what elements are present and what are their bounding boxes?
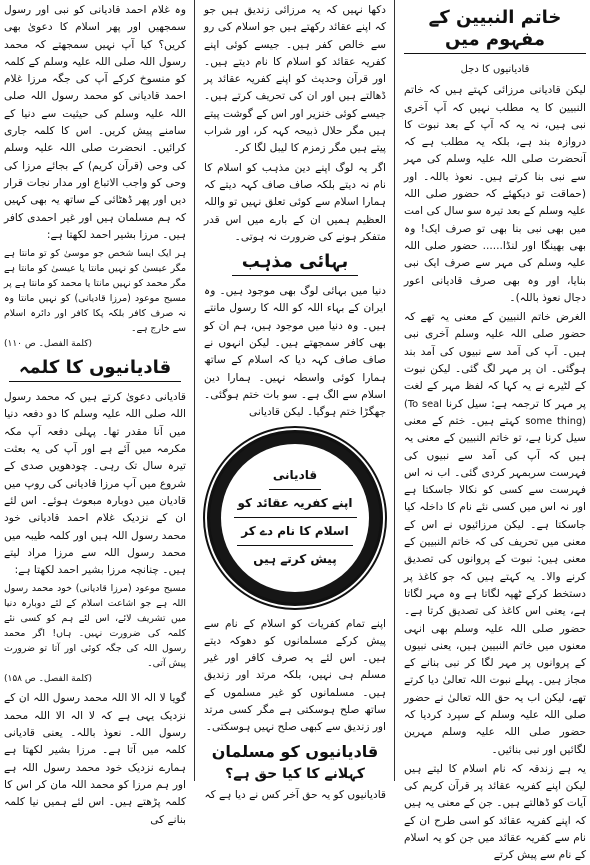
section-heading: قادیانیوں کا کلمہ [9,357,181,382]
section-heading-wrap [4,355,186,385]
section-heading-wrap [204,249,386,279]
section-subheading: قادیانیوں کا دجل [460,64,530,75]
circular-emblem [207,430,383,606]
paragraph: قادیانی دعویٰ کرتے ہیں کہ محمد رسول اللہ صلی اللہ علیہ وسلم کا دو دفعہ دنیا میں آنا مقدر تھا۔ پہلی دفعہ آپ مکہ مکرمہ میں آئے ہے اور آپ کی یہ بعثت تیرہ سال تک رہی۔ چودھویں صدی کے شروع میں آپ مرزا قادیانی کی روپ میں قادیان میں دوبارہ مبعوث ہوئے۔ اس لئے ان کے نزدیک غلام احمد قادیانی خود محمد رسول اللہ ہیں اور کلمہ طیبہ میں محمد رسول اللہ سے مرزا مراد لیتے ہیں۔ چنانچہ مرزا بشیر احمد لکھتا ہے: [4,391,186,577]
paragraph: قادیانیوں کو یہ حق آخر کس نے دیا ہے کہ [204,788,386,801]
paragraph [404,309,586,759]
column-middle [198,0,392,801]
section-heading: خاتم النبیین کے مفہوم میں [404,7,586,54]
paragraph: وہ غلام احمد قادیانی کو نبی اور رسول سمجھیں اور پھر اسلام کا دعویٰ بھی کریں؟ کیا آپ نہیں سمجھتے کہ محمد رسول اللہ صلی اللہ علیہ وسلم کے کلمہ کو منسوخ کرکے آپ کی جگہ مرزا غلام احمد قادیانی کو محمد رسول اللہ صلی اللہ علیہ وسلم کی حیثیت سے دنیا کے سامنے پیش کریں۔ اس کا کلمہ جاری کرائیں۔ انحضرت صلی اللہ علیہ وسلم کی وحی (قرآن کریم) کے بجائے مرزا کی وحی کو واجب الاتباع اور مدار نجات قرار دیں اور پھر ڈھٹائی کے ساتھ یہ بھی کہیں کہ ہم مسلمان ہیں اور غیر احمدی کافر ہیں۔ مرزا بشیر احمد لکھتا ہے: [4,4,186,241]
section-heading: بہائی مذہب [232,251,358,276]
citation: (کلمة الفصل۔ ص ۱۱۰) [4,339,92,350]
column-rule [394,0,395,781]
column-right [398,0,590,862]
paragraph: دنیا میں بہائی لوگ بھی موجود ہیں۔ وہ ایران کے بہاء اللہ کو اللہ کا رسول مانتے ہیں۔ وہ دنیا میں موجود ہیں، ہم ان کو بھی کافر سمجھتے ہیں۔ لیکن انہوں نے صاف صاف کہہ دیا کہ اسلام کے ساتھ ہمارا کوئی واسطہ نہیں۔ ہمارا دین اسلام سے الگ ہے۔ سو بات ختم ہوگئی۔ جھگڑا ختم ہوگیا۔ لیکن قادیانی [204,285,386,419]
emblem-line: پیش کرتے ہیں [253,552,337,567]
emblem-line: قادیانی [269,462,321,490]
emblem-line: اپنے کفریہ عقائد کو [234,490,357,518]
paragraph-text: الغرض خاتم النبیین کے معنی یہ تھے کہ حضور صلی اللہ علیہ وسلم آخری نبی ہیں۔ آپ کی آمد سے نبیوں کی آمد بند ہوگئی۔ ان پر مہر لگ گئی۔ لیکن نبوت کے لٹیرے نے یہ کہا کہ لفظ مہر کے لغت پر مہر کا ترجمہ ہے: سیل کرنا [404,311,587,410]
emblem-text [221,444,369,592]
section-heading-wrap [404,5,586,57]
column-rule [194,0,195,781]
paragraph: لیکن قادیانی مرزائی کہتے ہیں کہ خاتم النبیین کا یہ مطلب نہیں کہ آپ آخری نبی ہیں، نہ یہ کہ آپ کے بعد نبوت کا دروازہ بند ہے، بلکہ یہ مطلب ہے کہ آنحضرت صلی اللہ علیہ وسلم کی مہر سے نبی بنا کرتے ہیں۔ نعوذ باللہ۔ اور (حماقت تو دیکھئے کہ حضور صلی اللہ علیہ وسلم کے بعد تیرہ سو سال کی امت میں بھی نبی بنا بھی تو صرف ایک! وہ بھی بھینگا اور لنڈا...... حضور صلی اللہ علیہ وسلم کی مہر سے صرف ایک نبی بنایا، اور وہ بھی صرف قادیانی اعور دجال نعوذ باللہ)۔ [404,84,586,304]
quotation: ہر ایک ایسا شخص جو موسیٰ کو تو مانتا ہے مگر عیسیٰ کو نہیں مانتا یا عیسیٰ کو مانتا ہے مگر محمد کو نہیں مانتا یا محمد کو مانتا ہے پر مسیح موعود (مرزا قادیانی) کو نہیں مانتا وہ نہ صرف کافر بلکہ پکا کافر اور دائرہ اسلام سے خارج ہے۔ [4,248,186,335]
paragraph: اگر یہ لوگ اپنے دین مذہب کو اسلام کا نام نہ دیتے بلکہ صاف صاف کہہ دیتے کہ ہمارا اسلام سے کوئی تعلق نہیں تو واللہ العظیم ہمیں ان کے بارے میں اس قدر متفکر ہونے کی ضرورت نہ ہوتی۔ [204,161,386,243]
quotation: مسیح موعود (مرزا قادیانی) خود محمد رسول اللہ ہے جو اشاعت اسلام کے لئے دوبارہ دنیا میں تشریف لائے، اس لئے ہم کو کسی نئے کلمہ کی ضرورت نہیں۔ ہاں! اگر محمد رسول اللہ کی جگہ کوئی اور آتا تو ضرورت پیش آتی۔ [4,583,186,670]
paragraph: یہ ہے زندقہ کہ نام اسلام کا لیتے ہیں لیکن اپنے کفریہ عقائد پر قرآن کریم کی آیات کو ڈھالتے ہیں۔ جن کے معنی یہ ہیں کہ اپنے کفریہ عقائد کو اسی طرح ان کے نام سے کفریہ عقائد میں جن کو یہ اسلام کے نام سے پیش کرتے [404,762,586,862]
citation: (کلمة الفصل۔ ص ۱۵۸) [4,674,92,685]
paragraph-text: کہتے ہیں۔ ختم کے معنی سیل کرنا ہے، تو خاتم النبیین کے معنی یہ ہیں کہ آپ کی آمد سے نبیوں کی فہرست سربمہر کردی گئی۔ اب نہ اس فہرست سے کسی کو نکالا جاسکتا ہے اور نہ اس میں کسی نئے نام کا داخلہ کیا جاسکتا ہے۔ لیکن مرزائیوں نے اس کے معنی میں تحریف کی کہ خاتم النبیین کے معنی ہیں: نبوت کے پروانوں کی تصدیق کرنے والا۔ یہ کہتے ہیں کہ جو کاغذ پر دستخط کرکے ٹھپہ لگاتا ہے وہ مہر لگاتا ہے، یعنی اس کاغذ کی تصدیق کرتا ہے۔ حضور صلی اللہ علیہ وسلم بھی انہی معنوں میں خاتم النبیین ہیں، یعنی نبیوں کے پروانوں پر مہر لگا کر نبی بنانے کے مجاز ہیں۔ پہلے نبوت اللہ تعالیٰ دیا کرتے تھے، لیکن اب یہ حق اللہ تعالیٰ نے حضور صلی اللہ علیہ وسلم کے سپرد کردیا کہ حضور صلی اللہ علیہ وسلم مہرین لگائیں اور نبی بنائیں۔ [404,414,586,756]
column-left [0,0,192,826]
english-phrase: (To seal some thing) [404,398,586,427]
emblem-wrap [204,430,386,606]
section-heading: قادیانیوں کو مسلمان [211,741,379,761]
paragraph: اپنے تمام کفریات کو اسلام کے نام سے پیش کرکے مسلمانوں کو دھوکہ دیتے ہیں۔ اس لئے یہ صرف کافر اور غیر مسلم ہی نہیں، بلکہ مرتد اور زندیق ہیں۔ مسلمانوں کو غیر مسلموں کے ساتھ صلح ہوسکتی ہے مگر کسی مرتد اور زندیق سے کبھی صلح نہیں ہوسکتی۔ [204,617,386,734]
emblem-line: اسلام کا نام دے کر [237,518,352,546]
paragraph: گویا لا الہ الا اللہ محمد رسول اللہ ان کے نزدیک یہی ہے کہ لا الہ الا اللہ محمد رسول اللہ۔ نعوذ باللہ۔ یعنی قادیانی کلمہ میں آتا ہے۔ مرزا بشیر لکھتا ہے ہمارے نزدیک خود محمد رسول اللہ ہے اور ہم مرزا کو محمد اللہ مان کر اس کا کلمہ پڑھتے ہیں۔ اس لئے ہمیں نیا کلمہ بنانے کی [4,692,186,826]
paragraph: دکھا نہیں کہ یہ مرزائی زندیق ہیں جو کہ اپنے عقائد رکھتے ہیں جو اسلام کی رو سے خالص کفر ہیں۔ جیسے کوئی اپنے کفریہ عقائد کو اسلام کا نام دیتے ہیں۔ اور قرآن وحدیث کو اپنے کفریہ عقائد پر ڈھالتے ہیں اور ان کی تحریف کرتے ہیں۔ جیسے کوئی خنزیر اور اس کے گوشت پیتے ہیں مگر حلال ذبیحہ کہہ کر، اور شراب پیتے ہیں مگر زمزم کا لیبل لگا کر۔ [204,4,386,155]
section-heading: کہلانے کا کیا حق ہے؟ [225,765,365,782]
